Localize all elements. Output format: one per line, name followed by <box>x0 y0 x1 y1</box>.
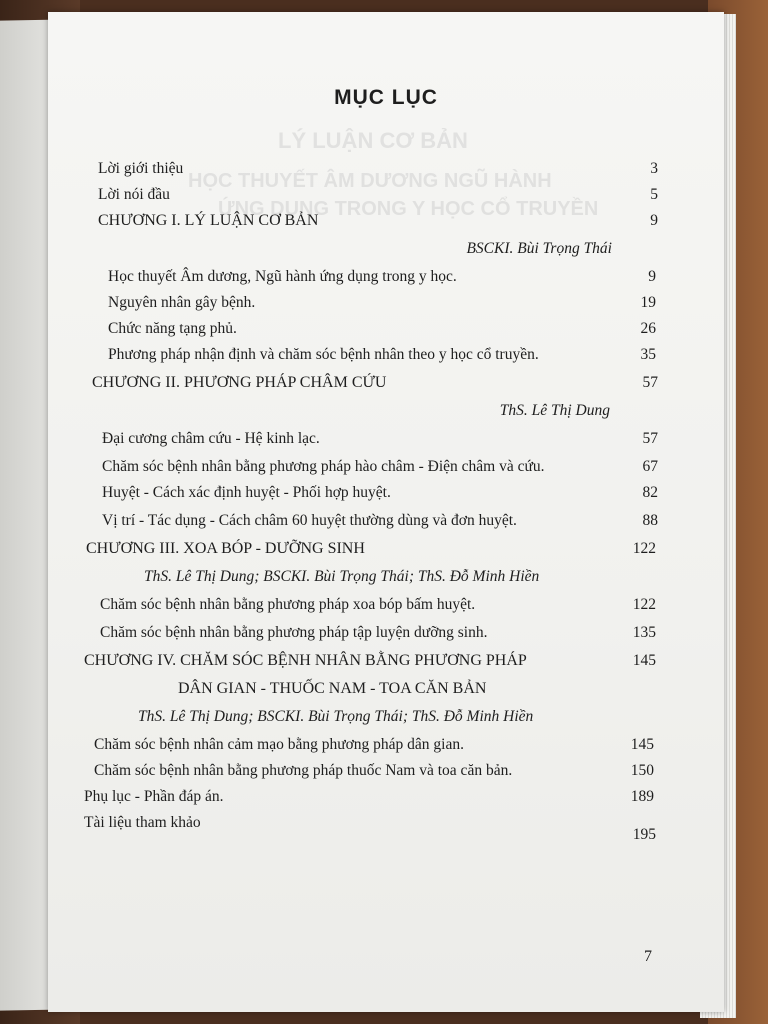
toc-entry-page: 189 <box>630 788 654 805</box>
toc-entry-page: 26 <box>640 320 656 337</box>
toc-entry-page: 19 <box>640 294 656 311</box>
toc-entry-text: Vị trí - Tác dụng - Cách châm 60 huyệt thường dùng và đơn huyệt. <box>102 512 517 529</box>
toc-entry <box>108 346 656 364</box>
page-number: 7 <box>644 948 652 965</box>
toc-entry <box>102 430 658 448</box>
toc-entry-page: 57 <box>642 430 658 447</box>
toc-chapter <box>92 374 658 392</box>
toc-entry <box>100 624 656 642</box>
toc-entry-page: 122 <box>632 540 656 557</box>
toc-entry-page: 35 <box>640 346 656 363</box>
toc-entry-page: 5 <box>650 186 658 203</box>
toc-entry-page: 67 <box>642 458 658 475</box>
toc-entry-text: Lời nói đầu <box>98 186 170 203</box>
toc-chapter <box>98 212 658 230</box>
toc-entry-page: 57 <box>642 374 658 391</box>
toc-entry <box>84 814 654 832</box>
toc-entry-text: Chăm sóc bệnh nhân bằng phương pháp xoa bóp bấm huyệt. <box>100 596 476 613</box>
toc-entry-text: Chăm sóc bệnh nhân bằng phương pháp tập luyện dưỡng sinh. <box>100 624 488 641</box>
toc-entry-text: Tài liệu tham khảo <box>84 814 201 831</box>
toc-entry-page: 145 <box>630 736 654 753</box>
toc-entry-text: Huyệt - Cách xác định huyệt - Phối hợp huyệt. <box>102 484 391 501</box>
toc-entry-text: Phụ lục - Phần đáp án. <box>84 788 224 805</box>
toc-chapter <box>86 540 656 558</box>
show-through-heading-2: HỌC THUYẾT ÂM DƯƠNG NGŨ HÀNH <box>188 170 552 192</box>
toc-chapter-text: CHƯƠNG III. XOA BÓP - DƯỠNG SINH <box>86 540 365 557</box>
toc-entry-text: Lời giới thiệu <box>98 160 184 177</box>
show-through-heading-1: LÝ LUẬN CƠ BẢN <box>278 128 468 153</box>
page-title: MỤC LỤC <box>334 86 438 109</box>
toc-entry <box>98 186 658 204</box>
toc-chapter-continuation <box>178 680 538 698</box>
chapter-author: BSCKI. Bùi Trọng Thái <box>466 240 612 257</box>
toc-entry-page: 195 <box>632 826 656 843</box>
toc-entry-page: 88 <box>642 512 658 529</box>
toc-entry-page: 3 <box>650 160 658 177</box>
toc-entry-text: Chăm sóc bệnh nhân cảm mạo bằng phương pháp dân gian. <box>94 736 464 753</box>
toc-entry <box>84 788 654 806</box>
toc-entry <box>102 512 658 530</box>
toc-chapter-text: CHƯƠNG IV. CHĂM SÓC BỆNH NHÂN BẰNG PHƯƠNG PHÁP <box>84 652 527 669</box>
toc-entry <box>94 762 654 780</box>
toc-entry <box>108 294 656 312</box>
toc-entry <box>100 596 656 614</box>
chapter-author: ThS. Lê Thị Dung; BSCKI. Bùi Trọng Thái; ThS. Đỗ Minh Hiền <box>144 568 540 585</box>
toc-entry <box>102 458 658 476</box>
toc-entry-text: Chức năng tạng phủ. <box>108 320 237 337</box>
toc-entry <box>94 736 654 754</box>
toc-entry-text: Chăm sóc bệnh nhân bằng phương pháp hào châm - Điện châm và cứu. <box>102 458 545 475</box>
toc-entry-page: 122 <box>632 596 656 613</box>
toc-chapter-text: DÂN GIAN - THUỐC NAM - TOA CĂN BẢN <box>178 680 487 697</box>
show-through-heading-3: ỨNG DỤNG TRONG Y HỌC CỔ TRUYỀN <box>218 198 599 220</box>
toc-entry-text: Nguyên nhân gây bệnh. <box>108 294 256 311</box>
toc-entry-text: Đại cương châm cứu - Hệ kinh lạc. <box>102 430 320 447</box>
toc-chapter-text: CHƯƠNG II. PHƯƠNG PHÁP CHÂM CỨU <box>92 374 387 391</box>
toc-entry <box>102 484 658 502</box>
chapter-author: ThS. Lê Thị Dung; BSCKI. Bùi Trọng Thái; ThS. Đỗ Minh Hiền <box>138 708 534 725</box>
toc-entry-text: Học thuyết Âm dương, Ngũ hành ứng dụng trong y học. <box>108 268 457 285</box>
toc-entry-page: 82 <box>642 484 658 501</box>
toc-entry <box>108 268 656 286</box>
toc-chapter-text: CHƯƠNG I. LÝ LUẬN CƠ BẢN <box>98 212 319 229</box>
toc-entry-page-only <box>616 826 656 844</box>
toc-entry-text: Phương pháp nhận định và chăm sóc bệnh nhân theo y học cổ truyền. <box>108 346 539 363</box>
toc-chapter <box>84 652 656 670</box>
toc-entry <box>108 320 656 338</box>
toc-entry-text: Chăm sóc bệnh nhân bằng phương pháp thuốc Nam và toa căn bản. <box>94 762 513 779</box>
book-page <box>48 12 724 1012</box>
toc-entry-page: 150 <box>630 762 654 779</box>
toc-entry-page: 145 <box>632 652 656 669</box>
toc-entry-page: 9 <box>650 212 658 229</box>
toc-entry-page: 135 <box>632 624 656 641</box>
toc-entry-page: 9 <box>648 268 656 285</box>
chapter-author: ThS. Lê Thị Dung <box>499 402 610 419</box>
toc-entry <box>98 160 658 178</box>
